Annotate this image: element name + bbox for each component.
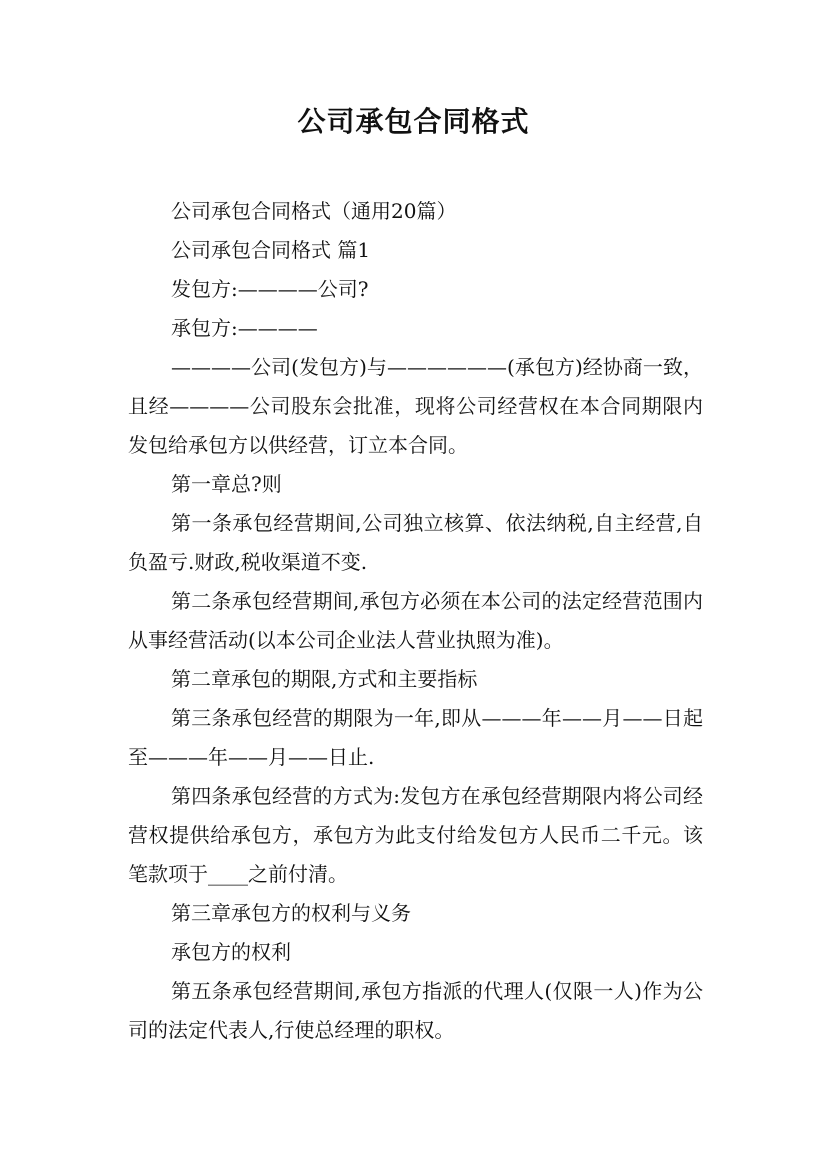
paragraph-article-2: 第二条承包经营期间,承包方必须在本公司的法定经营范围内从事经营活动(以本公司企业法人营业执照为准)。	[128, 589, 703, 652]
paragraph-chapter-2: 第二章承包的期限,方式和主要指标	[171, 667, 478, 691]
paragraph-chapter-3: 第三章承包方的权利与义务	[171, 901, 411, 925]
paragraph-contractee: 承包方:————	[171, 316, 318, 340]
paragraph-subtitle: 公司承包合同格式（通用20篇）	[171, 199, 457, 223]
paragraph-section-heading: 公司承包合同格式 篇1	[171, 238, 371, 262]
paragraph-article-3: 第三条承包经营的期限为一年,即从———年——月——日起至———年——月——日止.	[128, 706, 703, 769]
document-title: 公司承包合同格式	[297, 105, 530, 138]
paragraph-contractee-rights: 承包方的权利	[171, 940, 291, 964]
document-body	[128, 192, 703, 1050]
paragraph-article-4: 第四条承包经营的方式为:发包方在承包经营期限内将公司经营权提供给承包方，承包方为此支付给发包方人民币二千元。该笔款项于____之前付清。	[128, 784, 703, 886]
paragraph-chapter-1: 第一章总?则	[171, 472, 282, 496]
paragraph-preamble: ————公司(发包方)与——————(承包方)经协商一致，且经————公司股东会批准，现将公司经营权在本合同期限内发包给承包方以供经营，订立本合同。	[128, 355, 703, 457]
paragraph-article-1: 第一条承包经营期间,公司独立核算、依法纳税,自主经营,自负盈亏.财政,税收渠道不变.	[128, 511, 703, 574]
paragraph-contractor: 发包方:————公司?	[171, 277, 369, 301]
paragraph-article-5: 第五条承包经营期间,承包方指派的代理人(仅限一人)作为公司的法定代表人,行使总经理的职权。	[128, 979, 703, 1042]
